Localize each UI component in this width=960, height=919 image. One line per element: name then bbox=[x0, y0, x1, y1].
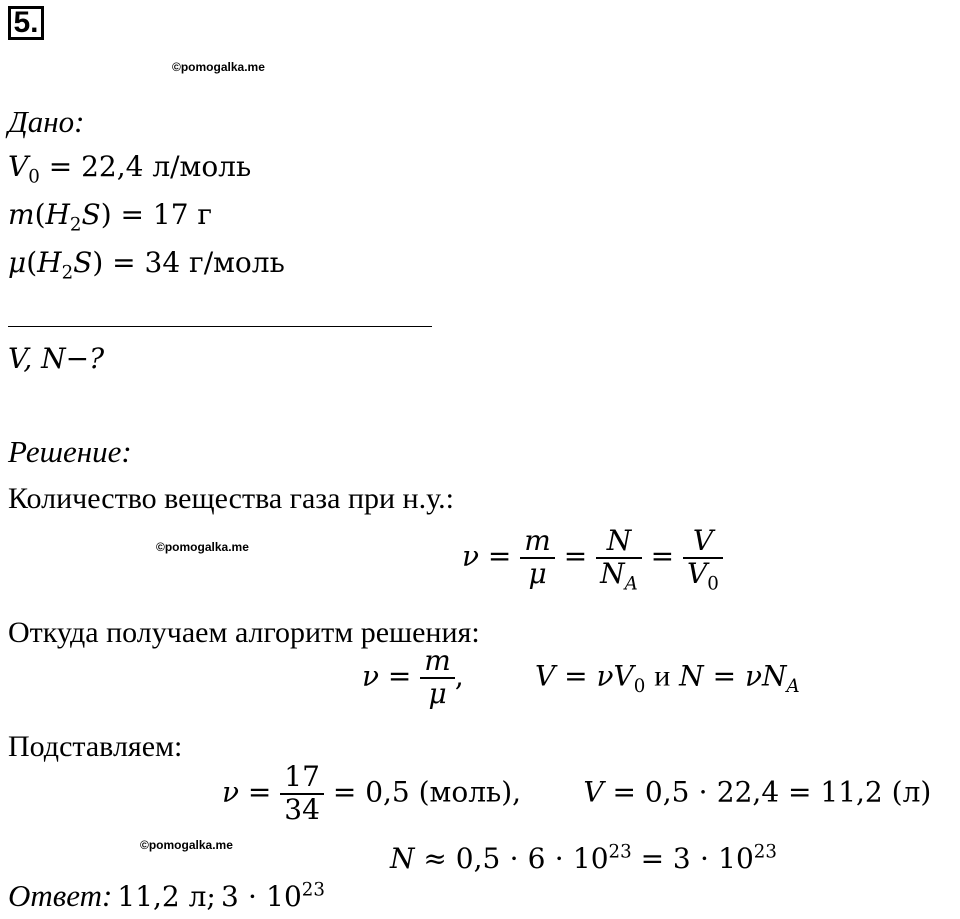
given-molar-mass-value: ) = 34 г/моль bbox=[92, 246, 285, 279]
given-molar-mass: $\mu(H_2S) = 34$ г/моль bbox=[8, 246, 285, 284]
find-line: V, N−? bbox=[8, 342, 105, 375]
given-v0-value: = 22,4 л/моль bbox=[48, 150, 252, 183]
given-mass-value: ) = 17 г bbox=[100, 198, 213, 231]
solution-label: Решение: bbox=[8, 434, 132, 469]
fraction-n-na: $\frac{N}{N_A}$ bbox=[596, 526, 642, 590]
given-mass: $m(H_2S) = 17$ г bbox=[8, 198, 213, 236]
given-v0: $V_0 = 22,4$ л/моль bbox=[8, 150, 252, 188]
answer-label: Ответ: bbox=[8, 878, 113, 913]
formula-amount: ν = $\frac{m}{\mu}$ = $\frac{N}{N_A}$ = $\frac{V}{V_0}$ bbox=[462, 526, 723, 590]
fraction-m-mu: $\frac{m}{\mu}$ bbox=[520, 526, 555, 590]
watermark: ©pomogalka.me bbox=[140, 838, 233, 852]
nu-value: = 0,5 (моль), bbox=[332, 775, 522, 809]
solution-line-3: Подставляем: bbox=[8, 730, 183, 763]
fraction-v-v0: $\frac{V}{V_0}$ bbox=[683, 526, 723, 590]
watermark: ©pomogalka.me bbox=[156, 540, 249, 554]
and-word: и bbox=[654, 659, 671, 693]
fraction-m-mu-2: $\frac{m}{\mu}$ bbox=[420, 646, 455, 710]
problem-number: 5. bbox=[8, 6, 44, 40]
answer-volume: 11,2 л; bbox=[117, 880, 216, 913]
formula-count: $N \approx 0,5 \cdot 6 \cdot 10^{23} = 3 \cdot 10^{23}$ bbox=[390, 841, 777, 875]
solution-line-1: Количество вещества газа при н.у.: bbox=[8, 482, 454, 515]
fraction-denominator: 34 bbox=[284, 792, 320, 826]
fraction-numerator: 17 bbox=[280, 762, 324, 795]
solution-line-2: Откуда получаем алгоритм решения: bbox=[8, 616, 480, 649]
answer-line bbox=[8, 878, 325, 914]
formula-substitution: ν = $\frac{17}{34}$ = 0,5 (моль), V = 0,5 ⋅ 22,4 = 11,2 (л) bbox=[222, 760, 932, 826]
given-divider bbox=[8, 326, 432, 327]
answer-count: $3 \cdot 10^{23}$ bbox=[220, 879, 325, 913]
volume-calc: = 0,5 ⋅ 22,4 = 11,2 (л) bbox=[612, 775, 932, 809]
fraction-17-34 bbox=[280, 762, 324, 826]
given-label: Дано: bbox=[8, 104, 85, 139]
formula-algorithm: ν = $\frac{m}{\mu}$ , $V = \nu V_0$ и $N = \nu N_A$ bbox=[362, 644, 800, 710]
watermark: ©pomogalka.me bbox=[172, 60, 265, 74]
